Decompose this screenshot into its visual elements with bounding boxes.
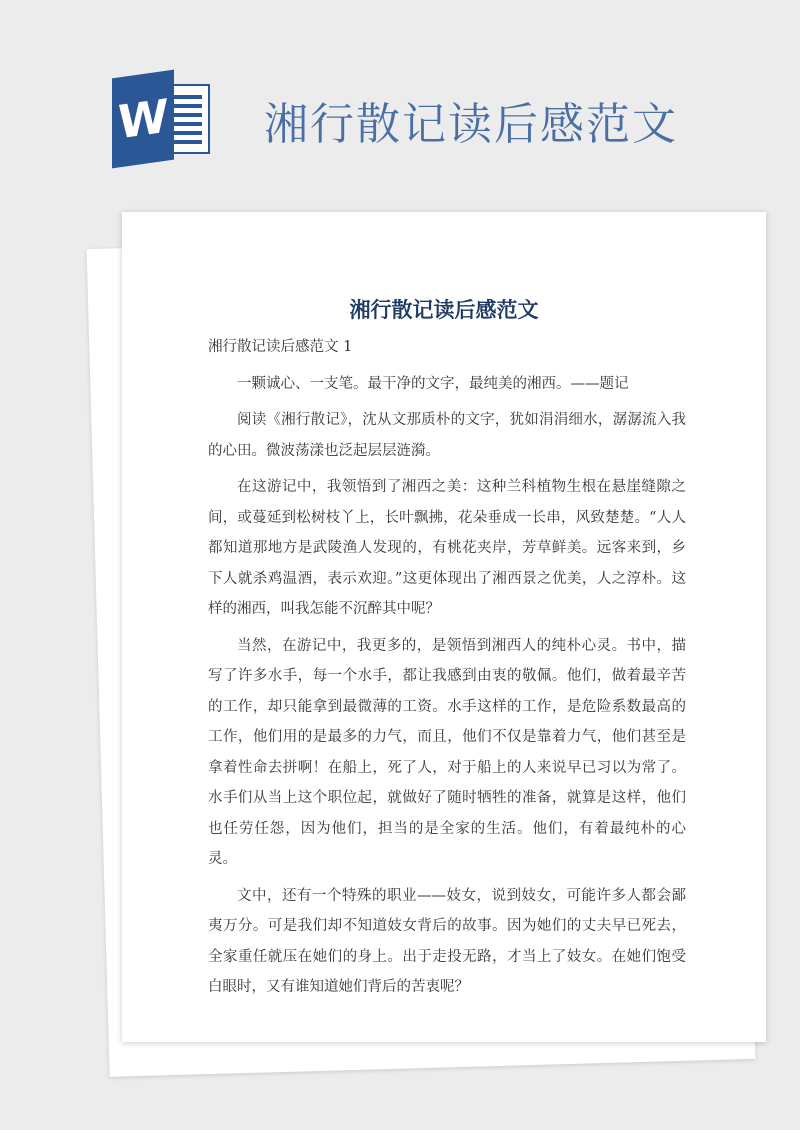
paragraph-2: 阅读《湘行散记》，沈从文那质朴的文字，犹如涓涓细水，潺潺流入我的心田。微波荡漾也泛起层层涟漪。 (208, 412, 686, 459)
word-document-icon (112, 70, 212, 170)
header-banner (0, 0, 800, 200)
paragraph-3: 在这游记中，我领悟到了湘西之美：这种兰科植物生根在悬崖缝隙之间，或蔓延到松树枝丫上，长叶飘拂，花朵垂成一长串，风致楚楚。“人人都知道那地方是武陵渔人发现的，有桃花夹岸，芳草鲜美。远客来到，乡下人就杀鸡温酒，表示欢迎。”这更体现出了湘西景之优美，人之淳朴。这样的湘西，叫我怎能不沉醉其中呢？ (208, 479, 686, 617)
header-title: 湘行散记读后感范文 (264, 99, 678, 150)
paragraph-4: 当然，在游记中，我更多的，是领悟到湘西人的纯朴心灵。书中，描写了许多水手，每一个水手，都让我感到由衷的敬佩。他们，做着最辛苦的工作，却只能拿到最微薄的工资。水手这样的工作，是危险系数最高的工作，他们用的是最多的力气，而且，他们不仅是靠着力气，他们甚至是拿着性命去拼啊！在船上，死了人，对于船上的人来说早已习以为常了。水手们从当上这个职位起，就做好了随时牺牲的准备，就算是这样，他们也任劳任怨，因为他们，担当的是全家的生活。他们，有着最纯朴的心灵。 (208, 637, 686, 867)
paragraph-1: 一颗诚心、一支笔。最干净的文字，最纯美的湘西。——题记 (237, 375, 629, 392)
document-page (122, 212, 766, 1042)
document-title: 湘行散记读后感范文 (349, 298, 539, 322)
document-body (208, 332, 686, 1003)
document-subtitle: 湘行散记读后感范文 1 (208, 339, 353, 355)
word-letter-badge: W (112, 70, 174, 169)
paragraph-5: 文中，还有一个特殊的职业——妓女，说到妓女，可能许多人都会鄙夷万分。可是我们却不知道妓女背后的故事。因为她们的丈夫早已死去，全家重任就压在她们的身上。出于走投无路，才当上了妓女。在她们饱受白眼时，又有谁知道她们背后的苦衷呢？ (208, 887, 686, 995)
